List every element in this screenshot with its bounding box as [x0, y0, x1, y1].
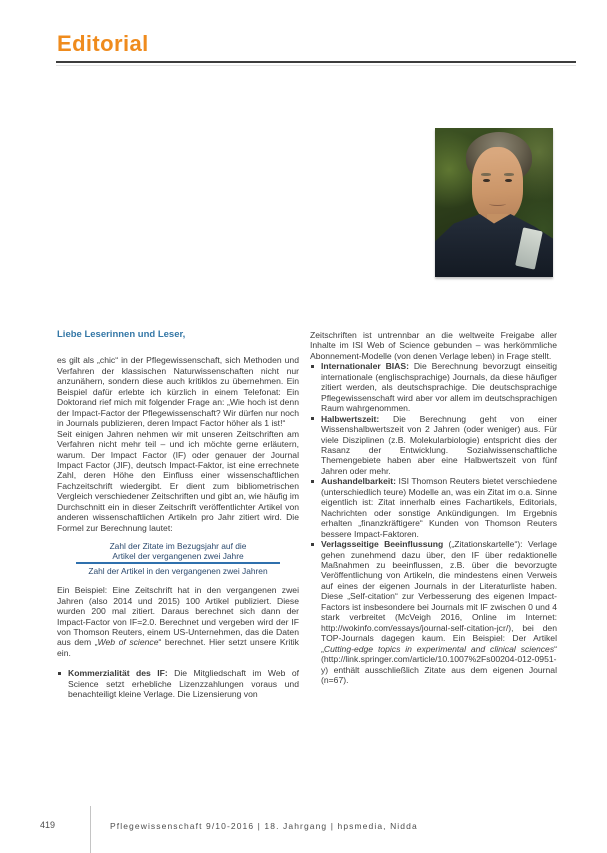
portrait-face	[472, 147, 524, 222]
text-segment: Die Berechnung geht von einer Wissenshalbwertszeit von 2 Jahren (oder weniger) aus. Für viele Disziplinen (z.B. Molekularbiologie) entspricht dies der Rasanz der Entwicklung. Sozialwissenschaftliche Themengebiete haben aber eine Halbwertszeit von fünf Jahren oder mehr.	[321, 413, 557, 476]
bullet-marker	[311, 417, 314, 420]
portrait-eye	[505, 179, 512, 183]
paragraph-impact-factor: Seit einigen Jahren nehmen wir mit unseren Zeitschriften am Verfahren nicht mehr teil – und ich möchte gerne erläutern, warum. Der Impact Factor (IF) oder genauer der Journal Impact Factor (JIF), deutsch Impact-Faktor, ist eine errechnete Zahl, deren Höhe den Einfluss einer wissenschaftlichen Fachzeitschrift wiedergibt. Er dient zum bibliometrischen Vergleich verschiedener Zeitschriften und gibt an, wie häufig im Durchschnitt ein in dieser Zeitschrift veröffentlichter Artikel von anderen wissenschaftlichen Artikeln pro Jahr zitiert wird. Die Formel zur Berechnung lautet:	[57, 428, 299, 533]
text-segment: ISI Thomson Reuters bietet verschiedene (unterschiedlich teure) Modelle an, was ein Zitat im o.a. Sinne eigentlich ist: Zitat innerhalb eines Fachartikels, Editorials, Nachrichten oder sonstige Ankündigungen. Im Ergebnis erhalten „finanzkräftigere“ Kunden von Thomson Reuters bessere Impact-Faktoren.	[321, 476, 557, 539]
bullet-marker	[311, 480, 314, 483]
title-rule	[56, 61, 576, 63]
text-segment: („Zitationskartelle“): Verlage gehen zunehmend dazu über, den IF über redaktionelle Maßnahmen zu beeinflussen, z.B. über die bevorzugte Veröffentlichung von Artikeln, die mindestens einen Verweis auf eines der eigenen Journals in der Literaturliste haben. Diese „Self-citation“ zur Verbesserung des eigenen Impact-Factors ist insbesondere bei Journals mit IF zwischen 0 und 4 stark verbreitet (McVeigh 2016, Online im Internet: http://wokinfo.com/essays/journal-self-citation-jcr/), bei den TOP-Journals dagegen kaum. Ein Beispiel: Der Artikel „	[321, 539, 557, 654]
list-item-verlagsseitige-beeinflussung	[310, 539, 557, 685]
article-title-italic: Cutting-edge topics in experimental and clinical sciences	[323, 643, 555, 654]
bullet-term: Aushandelbarkeit:	[321, 476, 396, 487]
title-rule-shadow	[56, 65, 576, 66]
bullet-term: Halbwertszeit:	[321, 413, 380, 424]
list-item-halbwertszeit	[310, 414, 557, 477]
bullet-marker	[311, 365, 314, 368]
text-segment: Ein Beispiel: Eine Zeitschrift hat in den vergangenen zwei Jahren (also 2014 und 2015) 100 Artikel publiziert. Diese wurden 200 mal zitiert. Daraus berechnet sich dann der Impact-Factor von IF=2.0. Berechnet und vergeben wird der IF von Thomson Reuters, einem US-Unternehmen, das die Daten aus dem „	[57, 585, 299, 648]
page-title: Editorial	[57, 31, 149, 56]
paragraph-example	[57, 585, 299, 658]
salutation: Liebe Leserinnen und Leser,	[57, 329, 186, 340]
paragraph-intro: es gilt als „chic“ in der Pflegewissenschaft, sich Methoden und Verfahren der klassischen Naturwissenschaften nicht nur anzunähern, sondern diese auch kritiklos zu übernehmen. Ein Beispiel dafür erlebte ich kürzlich in einem Telefonat: Ein Doktorand rief mich mit folgender Frage an: „Wie hoch ist denn der Impact-Factor der Pflegewissenschaft? Wir dürfen nur noch in Journals publizieren, deren Impact Factor höher als 1 ist!“	[57, 355, 299, 429]
right-column	[310, 330, 557, 685]
impact-factor-formula	[57, 541, 299, 576]
formula-denominator: Zahl der Artikel in den vergangenen zwei Jahren	[88, 566, 268, 577]
list-item-kommerzialitaet	[57, 668, 299, 699]
portrait-brow	[481, 173, 490, 176]
footer-page-number: 419	[40, 820, 56, 830]
bullet-marker	[311, 543, 314, 546]
footer-divider	[90, 806, 91, 853]
portrait-eye	[483, 179, 490, 183]
list-item-aushandelbarkeit	[310, 476, 557, 539]
formula-numerator-line1: Zahl der Zitate im Bezugsjahr auf die	[109, 541, 247, 552]
portrait-brow	[504, 173, 513, 176]
list-item-internationaler-bias	[310, 361, 557, 413]
text-segment: “ berechnet. Hier setzt unsere Kritik ein.	[57, 637, 299, 658]
fraction-bar	[76, 562, 280, 564]
spacer	[57, 658, 299, 668]
bullet-term: Internationaler BIAS:	[321, 361, 409, 372]
paragraph-continuation: Zeitschriften ist untrennbar an die weltweite Freigabe aller Inhalte im ISI Web of Science gebunden – was herkömmliche Abonnement-Modelle (von denen Verlage leben) in Frage stellt.	[310, 330, 557, 361]
text-segment: Die Mitgliedschaft im Web of Science setzt erhebliche Lizenzzahlungen voraus und benachteiligt kleine Verlage. Die Lizensierung von	[68, 668, 300, 700]
bullet-term: Verlagsseitige Beeinflussung	[321, 539, 444, 550]
portrait-photo	[435, 128, 553, 277]
bullet-marker	[58, 672, 61, 675]
text-segment: “ (http://link.springer.com/article/10.1007%2Fs00204-012-0951-y) enthält ausschließlich Zitate aus dem eigenen Journal (n=67).	[321, 643, 557, 685]
left-column	[57, 330, 299, 700]
portrait-mouth	[489, 201, 507, 206]
bullet-term: Kommerzialität des IF:	[68, 668, 168, 679]
formula-numerator-line2: Artikel der vergangenen zwei Jahre	[112, 551, 244, 562]
text-segment: Die Berechnung bevorzugt einseitig internationale (englischsprachige) Journals, da diese häufiger zitiert werden, als deutschsprachige. Die deutschsprachige Pflegewissenschaft wird aber vor allem im deutschsprachigen Raum wahrgenommen.	[321, 361, 557, 414]
footer-issue-info: Pflegewissenschaft 9/10-2016 | 18. Jahrgang | hpsmedia, Nidda	[110, 821, 418, 831]
journal-name-italic: Web of science	[97, 637, 159, 648]
